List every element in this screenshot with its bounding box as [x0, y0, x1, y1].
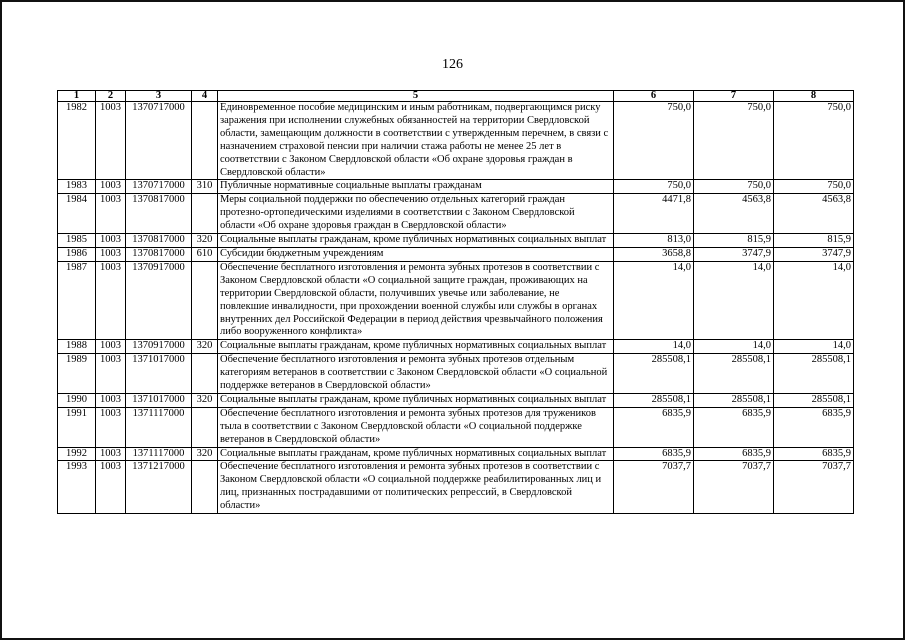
row-number-cell: 1991: [58, 407, 96, 447]
amount-cell: 6835,9: [694, 447, 774, 461]
table-row: [58, 447, 854, 461]
section-code-cell: 1003: [96, 393, 126, 407]
column-header: 3: [126, 91, 192, 102]
amount-cell: 285508,1: [774, 354, 854, 394]
expense-type-cell: [192, 102, 218, 180]
amount-cell: 4563,8: [694, 194, 774, 234]
row-number-cell: 1992: [58, 447, 96, 461]
section-code-cell: 1003: [96, 461, 126, 514]
table-row: [58, 180, 854, 194]
amount-cell: 750,0: [774, 180, 854, 194]
target-code-cell: 1370717000: [126, 180, 192, 194]
table-body: [58, 102, 854, 514]
section-code-cell: 1003: [96, 447, 126, 461]
amount-cell: 285508,1: [614, 354, 694, 394]
amount-cell: 14,0: [694, 261, 774, 339]
row-number-cell: 1985: [58, 234, 96, 248]
column-header: 6: [614, 91, 694, 102]
target-code-cell: 1371017000: [126, 354, 192, 394]
target-code-cell: 1371117000: [126, 447, 192, 461]
section-code-cell: 1003: [96, 261, 126, 339]
item-name-cell: Социальные выплаты гражданам, кроме публичных нормативных социальных выплат: [218, 340, 614, 354]
page-number: 126: [442, 57, 463, 72]
item-name-cell: Единовременное пособие медицинским и иным работникам, подвергающимся риску заражения при исполнении служебных обязанностей на территории Свердловской области, замещающим должности в соответствии с утвержденным перечнем, в связи с назначением страховой пенсии при наличии стажа работы не менее 25 лет в соответствии с Законом Свердловской области «Об охране здоровья граждан в Свердловской области»: [218, 102, 614, 180]
expense-type-cell: 320: [192, 447, 218, 461]
table-row: [58, 393, 854, 407]
table-header-row: [58, 91, 854, 102]
item-name-cell: Социальные выплаты гражданам, кроме публичных нормативных социальных выплат: [218, 393, 614, 407]
expense-type-cell: [192, 261, 218, 339]
table-row: [58, 407, 854, 447]
target-code-cell: 1370817000: [126, 247, 192, 261]
expense-type-cell: [192, 194, 218, 234]
section-code-cell: 1003: [96, 180, 126, 194]
item-name-cell: Социальные выплаты гражданам, кроме публичных нормативных социальных выплат: [218, 447, 614, 461]
table-row: [58, 247, 854, 261]
row-number-cell: 1983: [58, 180, 96, 194]
expense-type-cell: [192, 407, 218, 447]
column-header: 7: [694, 91, 774, 102]
row-number-cell: 1988: [58, 340, 96, 354]
item-name-cell: Меры социальной поддержки по обеспечению отдельных категорий граждан протезно-ортопедическими изделиями в соответствии с Законом Свердловской области «Об охране здоровья граждан в Свердловской области»: [218, 194, 614, 234]
item-name-cell: Обеспечение бесплатного изготовления и ремонта зубных протезов в соответствии с Законом Свердловской области «О социальной поддержке реабилитированных лиц и лиц, признанных пострадавшими от политических репрессий, в Свердловской области»: [218, 461, 614, 514]
row-number-cell: 1989: [58, 354, 96, 394]
target-code-cell: 1370917000: [126, 340, 192, 354]
amount-cell: 285508,1: [774, 393, 854, 407]
expense-type-cell: 610: [192, 247, 218, 261]
column-header: 8: [774, 91, 854, 102]
section-code-cell: 1003: [96, 102, 126, 180]
amount-cell: 3747,9: [774, 247, 854, 261]
column-header: 4: [192, 91, 218, 102]
amount-cell: 6835,9: [774, 407, 854, 447]
amount-cell: 3747,9: [694, 247, 774, 261]
amount-cell: 3658,8: [614, 247, 694, 261]
amount-cell: 14,0: [774, 261, 854, 339]
section-code-cell: 1003: [96, 340, 126, 354]
amount-cell: 6835,9: [774, 447, 854, 461]
item-name-cell: Социальные выплаты гражданам, кроме публичных нормативных социальных выплат: [218, 234, 614, 248]
target-code-cell: 1370917000: [126, 261, 192, 339]
table-row: [58, 194, 854, 234]
target-code-cell: 1371017000: [126, 393, 192, 407]
item-name-cell: Обеспечение бесплатного изготовления и ремонта зубных протезов отдельным категориям ветеранов в соответствии с Законом Свердловской области «О социальной поддержке ветеранов в Свердловской области»: [218, 354, 614, 394]
expense-type-cell: 310: [192, 180, 218, 194]
column-header: 5: [218, 91, 614, 102]
amount-cell: 6835,9: [694, 407, 774, 447]
row-number-cell: 1982: [58, 102, 96, 180]
table-row: [58, 461, 854, 514]
amount-cell: 14,0: [774, 340, 854, 354]
expense-type-cell: [192, 354, 218, 394]
amount-cell: 6835,9: [614, 447, 694, 461]
section-code-cell: 1003: [96, 194, 126, 234]
amount-cell: 813,0: [614, 234, 694, 248]
section-code-cell: 1003: [96, 354, 126, 394]
amount-cell: 285508,1: [614, 393, 694, 407]
section-code-cell: 1003: [96, 407, 126, 447]
amount-cell: 750,0: [694, 102, 774, 180]
table-row: [58, 354, 854, 394]
table-row: [58, 102, 854, 180]
amount-cell: 7037,7: [694, 461, 774, 514]
table-row: [58, 234, 854, 248]
table-row: [58, 261, 854, 339]
target-code-cell: 1371217000: [126, 461, 192, 514]
amount-cell: 4563,8: [774, 194, 854, 234]
amount-cell: 7037,7: [774, 461, 854, 514]
amount-cell: 815,9: [694, 234, 774, 248]
item-name-cell: Публичные нормативные социальные выплаты гражданам: [218, 180, 614, 194]
row-number-cell: 1984: [58, 194, 96, 234]
amount-cell: 7037,7: [614, 461, 694, 514]
amount-cell: 6835,9: [614, 407, 694, 447]
column-header: 1: [58, 91, 96, 102]
expense-type-cell: 320: [192, 393, 218, 407]
target-code-cell: 1370817000: [126, 194, 192, 234]
amount-cell: 4471,8: [614, 194, 694, 234]
row-number-cell: 1993: [58, 461, 96, 514]
amount-cell: 750,0: [614, 180, 694, 194]
expense-type-cell: 320: [192, 234, 218, 248]
amount-cell: 815,9: [774, 234, 854, 248]
row-number-cell: 1987: [58, 261, 96, 339]
amount-cell: 750,0: [774, 102, 854, 180]
amount-cell: 285508,1: [694, 393, 774, 407]
amount-cell: 14,0: [614, 261, 694, 339]
amount-cell: 285508,1: [694, 354, 774, 394]
item-name-cell: Обеспечение бесплатного изготовления и ремонта зубных протезов для тружеников тыла в соответствии с Законом Свердловской области «О социальной поддержке ветеранов в Свердловской области»: [218, 407, 614, 447]
row-number-cell: 1990: [58, 393, 96, 407]
target-code-cell: 1371117000: [126, 407, 192, 447]
amount-cell: 14,0: [694, 340, 774, 354]
target-code-cell: 1370817000: [126, 234, 192, 248]
section-code-cell: 1003: [96, 247, 126, 261]
item-name-cell: Обеспечение бесплатного изготовления и ремонта зубных протезов в соответствии с Законом Свердловской области «О социальной защите граждан, проживающих на территории Свердловской области, получивших увечье или заболевание, не повлекшие инвалидности, при прохождении военной службы или службы в органах внутренних дел Российской Федерации в период действия чрезвычайного положения либо вооруженного конфликта»: [218, 261, 614, 339]
row-number-cell: 1986: [58, 247, 96, 261]
amount-cell: 14,0: [614, 340, 694, 354]
section-code-cell: 1003: [96, 234, 126, 248]
item-name-cell: Субсидии бюджетным учреждениям: [218, 247, 614, 261]
target-code-cell: 1370717000: [126, 102, 192, 180]
amount-cell: 750,0: [694, 180, 774, 194]
expense-type-cell: 320: [192, 340, 218, 354]
column-header: 2: [96, 91, 126, 102]
expense-type-cell: [192, 461, 218, 514]
amount-cell: 750,0: [614, 102, 694, 180]
budget-table: [57, 90, 854, 514]
table-row: [58, 340, 854, 354]
